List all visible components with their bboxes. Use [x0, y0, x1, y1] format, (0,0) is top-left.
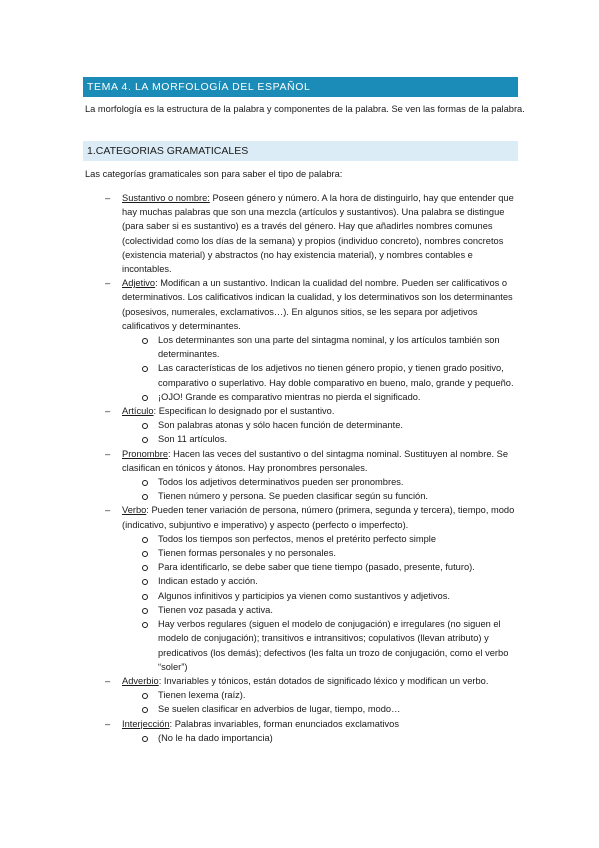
subitem-text: Tienen voz pasada y activa.: [158, 604, 273, 615]
subitem: [122, 688, 525, 702]
circle-bullet-icon: [142, 480, 148, 486]
dash-bullet-icon: –: [105, 718, 111, 729]
subitem-text: (No le ha dado importancia): [158, 732, 273, 743]
circle-bullet-icon: [142, 594, 148, 600]
title-banner: [83, 77, 518, 97]
category-description: Poseen género y número. A la hora de distinguirlo, hay que entender que hay muchas palabras que son una mezcla (artículos y sustantivos). Una palabra se distingue (para saber si es sustantivo) es a través del género. Hay que añadirles nombres comunes (colectividad como los días de la semana) y propios (individuo concreto), nombres concretos (existencia material) y abstractos (no hay existencia material), y nombres contables e incontables.: [122, 193, 514, 275]
category-description: : Palabras invariables, forman enunciados exclamativos: [169, 718, 399, 729]
category-description: : Invariables y tónicos, están dotados de significado léxico y modifican un verbo.: [158, 675, 489, 686]
category-item: [85, 717, 525, 745]
category-item: [85, 674, 525, 717]
circle-bullet-icon: [142, 423, 148, 429]
circle-bullet-icon: [142, 707, 148, 713]
category-item: [85, 276, 525, 404]
subitem-text: Tienen formas personales y no personales.: [158, 548, 336, 559]
dash-bullet-icon: –: [105, 505, 111, 516]
subitem: [122, 532, 525, 546]
subitem: [122, 333, 525, 361]
dash-bullet-icon: –: [105, 278, 111, 289]
category-term: Sustantivo o nombre:: [122, 193, 210, 203]
subitem: [122, 617, 525, 674]
subitem-text: Las características de los adjetivos no tienen género propio, y tienen grado positivo, comparativo o superlativo. Hay doble comparativo en bueno, malo, grande y pequeño.: [158, 363, 514, 388]
circle-bullet-icon: [142, 395, 148, 401]
dash-bullet-icon: –: [105, 675, 111, 686]
category-item: [85, 503, 525, 673]
circle-bullet-icon: [142, 608, 148, 614]
subitem: [122, 432, 525, 446]
circle-bullet-icon: [142, 551, 148, 557]
subitem-list: [122, 333, 525, 404]
category-term: Adjetivo: [122, 278, 156, 289]
circle-bullet-icon: [142, 437, 148, 443]
subitem: [122, 560, 525, 574]
category-item: [85, 447, 525, 504]
subitem-text: Son 11 artículos.: [158, 434, 228, 445]
category-term: Interjección: [122, 718, 170, 729]
subitem-text: Los determinantes son una parte del sintagma nominal, y los artículos también son determinantes.: [158, 335, 500, 360]
category-list: [85, 191, 525, 745]
subitem-list: [122, 688, 525, 716]
lead-paragraph: Las categorías gramaticales son para saber el tipo de palabra:: [85, 169, 343, 179]
subitem-list: [122, 532, 525, 674]
document-title: TEMA 4. LA MORFOLOGÍA DEL ESPAÑOL: [87, 81, 311, 93]
circle-bullet-icon: [142, 537, 148, 543]
circle-bullet-icon: [142, 338, 148, 344]
circle-bullet-icon: [142, 622, 148, 628]
circle-bullet-icon: [142, 565, 148, 571]
subitem: [122, 589, 525, 603]
category-description: : Pueden tener variación de persona, número (primera, segunda y tercera), tiempo, modo (indicativo, subjuntivo e imperativo) y aspecto (perfecto o imperfecto).: [122, 505, 515, 530]
category-term: Pronombre: [122, 448, 168, 459]
subitem-text: Se suelen clasificar en adverbios de lugar, tiempo, modo…: [158, 704, 401, 715]
subitem-text: Tienen número y persona. Se pueden clasificar según su función.: [158, 491, 428, 502]
category-description: : Modifican a un sustantivo. Indican la cualidad del nombre. Pueden ser calificativos o determinativos. Los calificativos indican la cualidad, y los determinativos son los determinantes (posesivos, numerales, exclamativos…). En algunos sitios, se les separa por adjetivos calificativos y determinantes.: [122, 278, 513, 331]
subitem-text: Tienen lexema (raíz).: [158, 690, 246, 701]
subitem: [122, 546, 525, 560]
section-banner: [83, 141, 518, 161]
category-term: Adverbio: [122, 675, 159, 686]
subitem: [122, 603, 525, 617]
category-item: [85, 404, 525, 447]
dash-bullet-icon: –: [105, 193, 111, 203]
subitem: [122, 702, 525, 716]
subitem-list: [122, 731, 525, 745]
subitem-text: Hay verbos regulares (siguen el modelo de conjugación) e irregulares (no siguen el modelo de conjugación); transitivos e intransitivos; copulativos (llevan atributo) y predicativos (los demás); defectivos (les falta un trozo de conjugación, como el verbo “soler”): [158, 619, 509, 672]
subitem-text: Todos los tiempos son perfectos, menos el pretérito perfecto simple: [158, 533, 437, 544]
category-description: : Hacen las veces del sustantivo o del sintagma nominal. Sustituyen al nombre. Se clasifican en tónicos y átonos. Hay pronombres personales.: [122, 448, 509, 473]
subitem: [122, 731, 525, 745]
subitem: [122, 361, 525, 389]
subitem: [122, 574, 525, 588]
subitem: [122, 475, 525, 489]
circle-bullet-icon: [142, 693, 148, 699]
subitem: [122, 418, 525, 432]
subitem-list: [122, 418, 525, 446]
category-term: Verbo: [122, 505, 147, 516]
subitem-text: Indican estado y acción.: [158, 576, 258, 587]
subitem: [122, 390, 525, 404]
subitem: [122, 489, 525, 503]
intro-paragraph: La morfología es la estructura de la palabra y componentes de la palabra. Se ven las formas de la palabra.: [85, 104, 525, 114]
dash-bullet-icon: –: [105, 406, 111, 417]
subitem-text: ¡OJO! Grande es comparativo mientras no pierda el significado.: [158, 391, 421, 402]
category-term: Artículo: [122, 406, 154, 417]
dash-bullet-icon: –: [105, 448, 111, 459]
subitem-list: [122, 475, 525, 503]
circle-bullet-icon: [142, 494, 148, 500]
section-heading: 1.CATEGORIAS GRAMATICALES: [87, 145, 249, 157]
subitem-text: Todos los adjetivos determinativos pueden ser pronombres.: [158, 477, 404, 488]
category-description: : Especifican lo designado por el sustantivo.: [153, 406, 335, 417]
subitem-text: Algunos infinitivos y participios ya vienen como sustantivos y adjetivos.: [158, 590, 450, 601]
circle-bullet-icon: [142, 366, 148, 372]
circle-bullet-icon: [142, 579, 148, 585]
subitem-text: Para identificarlo, se debe saber que tiene tiempo (pasado, presente, futuro).: [158, 562, 475, 573]
category-item: [85, 191, 525, 276]
circle-bullet-icon: [142, 736, 148, 742]
subitem-text: Son palabras atonas y sólo hacen función de determinante.: [158, 420, 403, 431]
